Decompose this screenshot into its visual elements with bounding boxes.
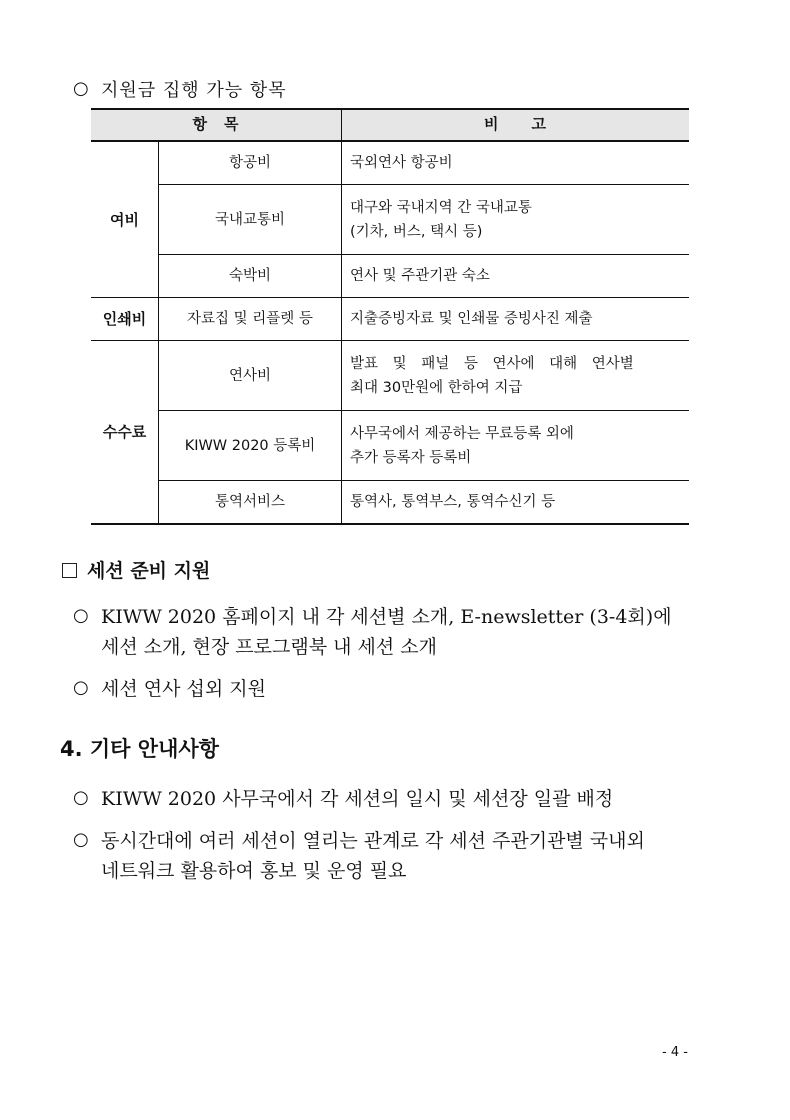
page-number: - 4 - [662, 1045, 688, 1060]
item-interpretation: 통역서비스 [214, 494, 286, 510]
item-domestic: 국내교통비 [214, 211, 286, 228]
category-fee: 수수료 [102, 423, 147, 441]
note-speaker-line1: 발표 및 패널 등 연사에 대해 연사별 [350, 355, 634, 372]
note-air: 국외연사 항공비 [350, 155, 453, 171]
note-lodging: 연사 및 주관기관 숙소 [350, 268, 490, 284]
item-lodging: 숙박비 [228, 268, 272, 284]
bullet-mark: ○ [73, 677, 89, 698]
note-registration-line1: 사무국에서 제공하는 무료등록 외에 [350, 425, 574, 442]
section4-title: 4. 기타 안내사항 [60, 737, 219, 761]
intro-bullet-text: 지원금 집행 가능 항목 [101, 80, 287, 101]
category-print: 인쇄비 [102, 310, 147, 328]
header-note: 비 고 [484, 115, 547, 133]
note-speaker [342, 341, 689, 410]
note-speaker-line2: 최대 30만원에 한하여 지급 [350, 379, 523, 396]
session-bullet-1-line1: KIWW 2020 홈페이지 내 각 세션별 소개, E-newsletter (3-4회)에 [101, 606, 672, 628]
checkbox-square-icon [62, 563, 77, 578]
session-section-title: 세션 준비 지원 [87, 560, 211, 582]
note-interpretation: 통역사, 통역부스, 통역수신기 등 [350, 494, 556, 510]
note-registration-line2: 추가 등록자 등록비 [350, 449, 472, 466]
bullet-mark: ○ [73, 78, 89, 99]
session-bullet-1-line2: 세션 소개, 현장 프로그램북 내 세션 소개 [101, 636, 437, 658]
section4-bullet-2-line1: 동시간대에 여러 세션이 열리는 관계로 각 세션 주관기관별 국내외 [101, 830, 645, 852]
header-item: 항 목 [192, 115, 240, 133]
item-air: 항공비 [228, 155, 272, 171]
note-domestic [342, 185, 689, 254]
session-bullet-2: 세션 연사 섭외 지원 [101, 678, 266, 700]
section4-bullet-1: KIWW 2020 사무국에서 각 세션의 일시 및 세션장 일괄 배정 [101, 788, 614, 810]
bullet-mark: ○ [73, 829, 89, 850]
expense-table [91, 108, 689, 524]
item-print: 자료집 및 리플렛 등 [187, 311, 313, 327]
bullet-mark: ○ [73, 787, 89, 808]
item-registration: KIWW 2020 등록비 [184, 437, 316, 454]
note-registration [342, 411, 689, 480]
bullet-mark: ○ [73, 605, 89, 626]
section4-bullet-2-line2: 네트워크 활용하여 홍보 및 운영 필요 [101, 860, 407, 882]
category-travel: 여비 [110, 210, 139, 229]
item-speaker: 연사비 [228, 367, 272, 384]
note-domestic-line1: 대구와 국내지역 간 국내교통 [350, 199, 532, 216]
note-domestic-line2: (기차, 버스, 택시 등) [350, 223, 483, 240]
session-section-heading [62, 556, 210, 583]
note-print: 지출증빙자료 및 인쇄물 증빙사진 제출 [350, 311, 593, 327]
